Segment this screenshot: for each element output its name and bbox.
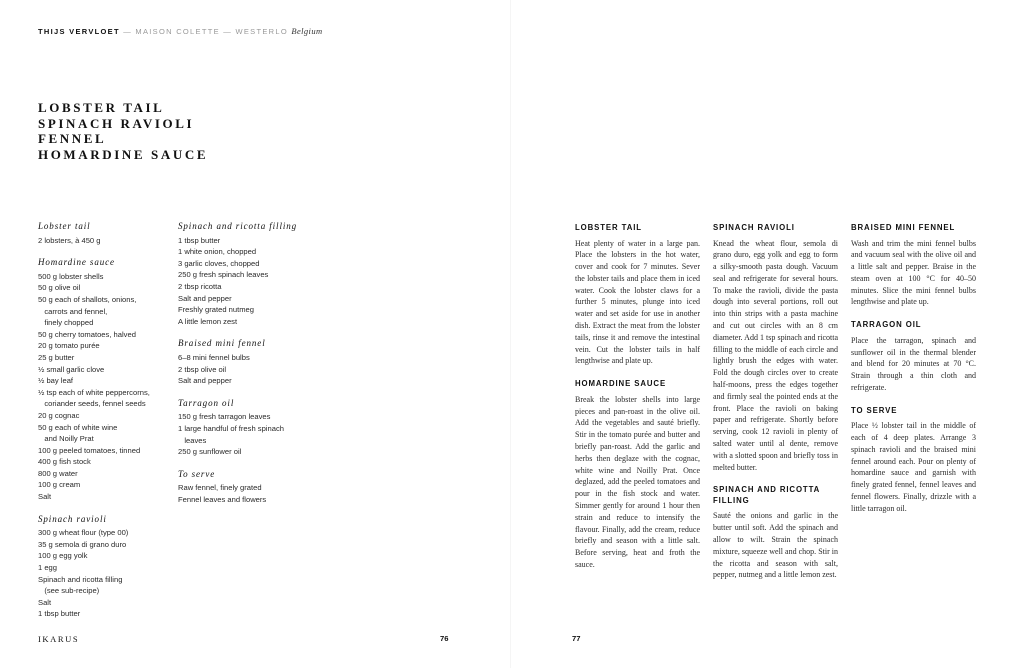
ingredient-item: leaves xyxy=(178,435,207,445)
ingredient-item: 1 large handful of fresh spinach xyxy=(178,423,284,433)
ingredient-item: 35 g semola di grano duro xyxy=(38,539,127,549)
page-number-left: 76 xyxy=(440,634,449,643)
page-number-right: 77 xyxy=(572,634,581,643)
ingredient-section-heading: Spinach ravioli xyxy=(38,513,107,524)
ingredient-item: 100 g cream xyxy=(38,480,81,490)
ingredient-item: 6–8 mini fennel bulbs xyxy=(178,352,250,362)
recipe-title-line: LOBSTER TAIL xyxy=(38,100,165,115)
ingredient-section xyxy=(178,469,318,506)
method-section xyxy=(713,223,838,473)
method-column-3 xyxy=(851,223,976,527)
method-column-1 xyxy=(575,223,700,583)
ingredient-section-heading: Braised mini fennel xyxy=(178,338,266,349)
ingredient-section xyxy=(38,221,178,246)
ingredient-item: carrots and fennel, xyxy=(38,306,108,316)
page-spine-divider xyxy=(510,0,511,668)
ingredient-item: 1 tbsp butter xyxy=(178,235,221,245)
chef-header xyxy=(38,26,323,36)
ingredient-item: 50 g olive oil xyxy=(38,283,81,293)
method-section xyxy=(575,379,700,570)
ingredient-item: and Noilly Prat xyxy=(38,434,94,444)
ingredient-section-heading: Spinach and ricotta filling xyxy=(178,221,298,231)
location-name: WESTERLO xyxy=(235,27,288,36)
ingredient-section-heading: To serve xyxy=(178,468,216,479)
method-paragraph: Place ½ lobster tail in the middle of each of 4 deep plates. Arrange 3 spinach ravioli and the braised mini fennel around each. Pour on plenty of homardine sauce and garnish with finely grated fennel, fennel leaves and fennel flowers. Finally, drizzle with a little tarragon oil. xyxy=(851,421,976,513)
method-section xyxy=(851,320,976,393)
ingredient-item: 2 lobsters, à 450 g xyxy=(38,235,101,245)
ingredient-item: 20 g tomato purée xyxy=(38,341,100,351)
recipe-title-line: HOMARDINE SAUCE xyxy=(38,146,209,162)
ingredient-item: 3 garlic cloves, chopped xyxy=(178,258,260,268)
header-separator: — xyxy=(223,27,233,36)
method-section-heading: TO SERVE xyxy=(851,405,898,415)
ingredient-section-heading: Tarragon oil xyxy=(178,397,235,408)
ingredient-section xyxy=(38,514,178,620)
method-paragraph: Sauté the onions and garlic in the butter until soft. Add the spinach and allow to wilt. Strain the spinach mixture, squeeze well and chop. Stir in the ricotta and season with salt, pepper, nutmeg and a little lemon zest. xyxy=(713,511,838,580)
ingredient-item: coriander seeds, fennel seeds xyxy=(38,399,146,409)
ingredient-item: ½ small garlic clove xyxy=(38,364,105,374)
method-section-heading: HOMARDINE SAUCE xyxy=(575,379,667,389)
ingredient-item: ½ tsp each of white peppercorns, xyxy=(38,387,150,397)
ingredient-item: Salt xyxy=(38,597,52,607)
method-paragraph: Place the tarragon, spinach and sunflower oil in the thermal blender and blend for 20 minutes at 70 °C. Strain through a thin cloth and refrigerate. xyxy=(851,335,976,392)
recipe-title-line: SPINACH RAVIOLI xyxy=(38,115,195,131)
ingredient-item: A little lemon zest xyxy=(178,316,238,326)
ingredient-item: 25 g butter xyxy=(38,352,75,362)
ingredient-item: Salt and pepper xyxy=(178,293,232,303)
method-section xyxy=(713,485,838,581)
method-section-heading: SPINACH RAVIOLI xyxy=(713,223,795,232)
ingredient-item: (see sub-recipe) xyxy=(38,586,100,596)
ingredient-item: Spinach and ricotta filling xyxy=(38,574,123,584)
ingredient-item: Raw fennel, finely grated xyxy=(178,483,262,493)
method-section-heading: LOBSTER TAIL xyxy=(575,223,642,232)
ingredient-item: 2 tbsp ricotta xyxy=(178,281,222,291)
ingredient-section xyxy=(178,338,318,386)
ingredient-item: 250 g fresh spinach leaves xyxy=(178,270,269,280)
recipe-title xyxy=(38,100,208,162)
method-paragraph: Heat plenty of water in a large pan. Place the lobsters in the hot water, cover and cook for 7 minutes. Sever the lobster tails and place them in iced water. Cook the lobster claws for a further 5 minutes, plunge into iced water and set aside for use in another dish. Extract the meat from the lobster tails, rinse it and remove the intestinal vein. Cut the lobster tails in half lengthwise and plate up. xyxy=(575,238,700,366)
ingredient-item: 100 g peeled tomatoes, tinned xyxy=(38,445,141,455)
method-paragraph: Wash and trim the mini fennel bulbs and vacuum seal with the olive oil and a little salt and pepper. Braise in the steam oven at 100 °C for 40–50 minutes. Slice the mini fennel bulbs lengthwise and plate up. xyxy=(851,238,976,307)
ingredient-item: ½ bay leaf xyxy=(38,376,74,386)
method-column-2 xyxy=(713,223,838,593)
ingredient-item: 800 g water xyxy=(38,468,78,478)
footer-book-title: IKARUS xyxy=(38,634,80,644)
ingredient-item: finely chopped xyxy=(38,318,94,328)
ingredient-item: 50 g cherry tomatoes, halved xyxy=(38,329,136,339)
ingredient-item: 20 g cognac xyxy=(38,410,80,420)
ingredient-item: 250 g sunflower oil xyxy=(178,447,242,457)
ingredients-column-2 xyxy=(178,221,318,516)
restaurant-name: MAISON COLETTE xyxy=(135,27,220,36)
ingredient-item: 150 g fresh tarragon leaves xyxy=(178,412,271,422)
ingredient-item: 1 white onion, chopped xyxy=(178,247,257,257)
ingredient-item: Salt xyxy=(38,492,52,502)
ingredient-item: 400 g fish stock xyxy=(38,457,91,467)
ingredient-section xyxy=(178,398,318,458)
chef-name: THIJS VERVLOET xyxy=(38,27,120,36)
method-section-heading: SPINACH AND RICOTTA FILLING xyxy=(713,485,820,505)
ingredient-item: 1 tbsp butter xyxy=(38,609,81,619)
ingredients-column-1 xyxy=(38,221,178,631)
ingredient-item: 300 g wheat flour (type 00) xyxy=(38,528,129,538)
ingredient-item: 100 g egg yolk xyxy=(38,551,88,561)
ingredient-item: Freshly grated nutmeg xyxy=(178,305,254,315)
method-section-heading: BRAISED MINI FENNEL xyxy=(851,223,956,232)
ingredient-section-heading: Homardine sauce xyxy=(38,257,115,268)
recipe-title-line: FENNEL xyxy=(38,131,107,146)
method-section xyxy=(851,406,976,515)
ingredient-section-heading: Lobster tail xyxy=(38,221,91,231)
header-separator: — xyxy=(123,27,133,36)
ingredient-item: 1 egg xyxy=(38,563,58,573)
ingredient-item: 50 g each of white wine xyxy=(38,422,118,432)
method-section xyxy=(851,223,976,308)
method-section xyxy=(575,223,700,367)
ingredient-item: Salt and pepper xyxy=(178,376,232,386)
ingredient-item: Fennel leaves and flowers xyxy=(178,494,267,504)
method-paragraph: Break the lobster shells into large pieces and pan-roast in the olive oil. Add the vegetables and sauté briefly. Stir in the tomato purée and butter and briefly pan-roast. Add the garlic and herbs then deglaze with the cognac, white wine and Noilly Prat. Once deglazed, add the peeled tomatoes and pour in the fish stock and water. Simmer gently for around 1 hour then strain and reduce to intensify the flavour. Finally, add the cream, reduce briefly and season with a little salt. Before serving, heat and froth the sauce. xyxy=(575,394,700,569)
ingredient-section xyxy=(38,257,178,502)
method-section-heading: TARRAGON OIL xyxy=(851,320,922,330)
ingredient-item: 50 g each of shallots, onions, xyxy=(38,294,137,304)
ingredient-item: 500 g lobster shells xyxy=(38,271,104,281)
method-paragraph: Knead the wheat flour, semola di grano duro, egg yolk and egg to form a silky-smooth pasta dough. Vacuum seal and refrigerate for several hours. To make the ravioli, divide the pasta dough into several portions, roll out into thin strips with a pasta machine and cut out circles with an 8 cm diameter. Add 1 tsp spinach and ricotta filling to the middle of each circle and lightly brush the edges with water. Fold the dough circles over to create half-moons, press the edges together and firmly seal the pointed ends at the front. Place the ravioli on baking paper and refrigerate. Shortly before serving, cook 12 ravioli in plenty of salted water until al dente, remove with a slotted spoon and briefly toss in melted butter. xyxy=(713,238,838,472)
ingredient-section xyxy=(178,221,318,327)
country-name: Belgium xyxy=(291,26,323,36)
ingredient-item: 2 tbsp olive oil xyxy=(178,364,227,374)
